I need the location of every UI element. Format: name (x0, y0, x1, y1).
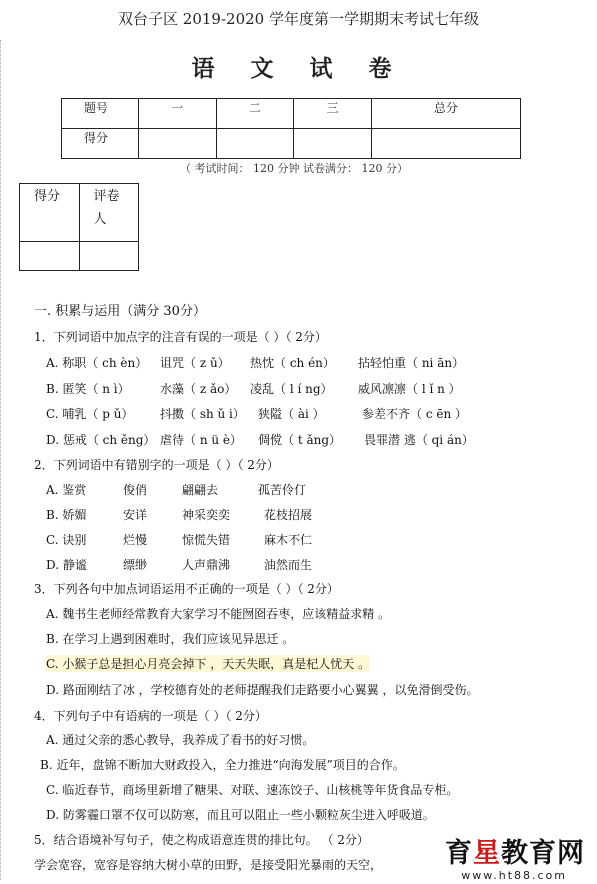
exam-header-title: 双台子区 2019-2020 学年度第一学期期末考试七年级 (118, 10, 479, 28)
score-table-header-cell: 题号 (62, 99, 139, 129)
binding-margin-line (0, 40, 2, 880)
q2-option-b-word1: B. 娇媚 (46, 508, 87, 522)
q1-option-d-word2: 虐待（ n ü è） (160, 433, 243, 447)
section-title: 一. 积累与运用（满分 30分） (34, 304, 206, 319)
question-1-stem: 1．下列词语中加点字的注音有误的一项是（ ）（ 2分） (34, 330, 327, 344)
watermark-part2: 教育网 (501, 838, 585, 869)
q1-option-c-word3: 狭隘（ ài ） (258, 407, 325, 421)
exam-subject-title: 语 文 试 卷 (191, 55, 406, 82)
q1-option-a-word2: 诅咒（ z ǔ） (160, 356, 230, 370)
q2-option-c-word1: C. 诀别 (46, 533, 87, 547)
question-2-stem: 2．下列词语中有错别字的一项是（ ）（ 2分） (34, 458, 279, 472)
q1-option-a-word4: 拈轻怕重（ ni ān） (358, 356, 465, 370)
q2-option-d-word2: 缥缈 (123, 558, 148, 572)
score-table-header-cell: 三 (294, 99, 372, 129)
q1-option-d-word1: D. 惩戒（ ch ěng） (46, 433, 156, 447)
score-table (61, 98, 521, 159)
watermark-url: www.ht88.com (461, 869, 567, 882)
q2-option-a-word2: 俊俏 (123, 483, 148, 497)
q2-option-a-word4: 孤苦伶仃 (258, 483, 307, 497)
q1-option-c-word4: 参差不齐（ c ēn ） (362, 407, 467, 421)
q1-option-a-word1: A. 称职（ ch èn） (46, 356, 148, 370)
q1-option-b-word2: 水藻（ z ǎo） (160, 382, 237, 396)
q2-option-d-word4: 油然而生 (264, 558, 313, 572)
grader-score-label: 得分 (20, 184, 80, 242)
exam-info: （ 考试时间： 120 分钟 试卷满分： 120 分） (180, 162, 408, 175)
q1-option-b-word1: B. 匿笑（ n ì） (46, 382, 130, 396)
question-5-stem: 5．结合语境补写句子，使之构成语意连贯的排比句。 （ 2分） (34, 833, 369, 847)
score-table-score-row (62, 129, 521, 159)
question-5-text: 学会宽容，宽容是容纳大树小草的田野，是接受阳光暴雨的天空， (34, 858, 383, 872)
q1-option-c-word1: C. 哺乳（ p ǔ） (46, 407, 134, 421)
grader-label-line2: 人 (93, 212, 107, 227)
q2-option-c-word4: 麻木不仁 (264, 533, 313, 547)
q1-option-d-word3: 倜傥（ t ǎng） (258, 433, 342, 447)
score-table-header-cell: 二 (216, 99, 294, 129)
watermark-part1: 育 (445, 838, 473, 869)
q3-option-d: D. 路面刚结了冰 ，学校德育处的老师提醒我们走路要小心翼翼 ，以免滑倒受伤。 (46, 683, 479, 697)
q2-option-c-word3: 惊慌失错 (182, 533, 231, 547)
score-table-header-cell: 一 (139, 99, 217, 129)
q2-option-d-word3: 人声鼎沸 (182, 558, 231, 572)
q3-option-a: A. 魏书生老师经常教育大家学习不能囫囵吞枣，应该精益求精 。 (46, 607, 391, 621)
score-cell[interactable] (139, 129, 217, 159)
score-cell[interactable] (294, 129, 372, 159)
q4-option-b: B. 近年，盘锦不断加大财政投入，全力推进“向海发展”项目的合作。 (40, 758, 405, 772)
q4-option-a: A. 通过父亲的悉心教导，我养成了看书的好习惯。 (46, 733, 315, 747)
q2-option-b-word4: 花枝招展 (264, 508, 313, 522)
q1-option-c-word2: 抖擞（ sh ǔ i） (160, 407, 245, 421)
q2-option-c-word2: 烂慢 (123, 533, 148, 547)
q2-option-a-word3: 翩翩去 (182, 483, 219, 497)
watermark-star-char: 星 (473, 838, 501, 869)
q2-option-d-word1: D. 静谧 (46, 558, 87, 572)
q1-option-a-word3: 热忱（ ch én） (250, 356, 335, 370)
grader-score-cell[interactable] (20, 242, 80, 271)
score-table-header-row (62, 99, 521, 129)
q3-option-b: B. 在学习上遇到困难时，我们应该见异思迁 。 (46, 632, 295, 646)
q4-option-d: D. 防雾霾口罩不仅可以防寒，而且可以阻止一些小颗粒灰尘进入呼吸道。 (46, 808, 435, 822)
grader-name-cell[interactable] (79, 242, 139, 271)
grader-table (19, 183, 139, 271)
q4-option-c: C. 临近春节，商场里新增了糖果、对联、速冻饺子、山核桃等年货食品专柜。 (46, 783, 459, 797)
score-cell[interactable] (371, 129, 520, 159)
grader-label-line1: 评卷 (93, 189, 120, 204)
q1-option-b-word3: 凌乱（ l í ng） (250, 382, 333, 396)
score-row-label: 得分 (62, 129, 139, 159)
q3-option-c: C. 小猴子总是担心月亮会掉下 ，天天失眠，真是杞人忧天 。 (46, 657, 371, 671)
q2-option-b-word3: 神采奕奕 (182, 508, 231, 522)
grader-name-label (79, 184, 139, 242)
question-4-stem: 4．下列句子中有语病的一项是（ ）（ 2分） (34, 709, 267, 723)
q1-option-d-word4: 畏罪潜 逃（ qi án） (364, 433, 474, 447)
q2-option-b-word2: 安详 (123, 508, 148, 522)
score-cell[interactable] (216, 129, 294, 159)
q2-option-a-word1: A. 鉴赏 (46, 483, 87, 497)
score-table-header-cell: 总分 (371, 99, 520, 129)
q1-option-b-word4: 威风凛凛（ l ǐ n ） (358, 382, 461, 396)
site-watermark-logo (445, 831, 585, 870)
question-3-stem: 3．下列各句中加点词语运用不正确的一项是（ ）（ 2分） (34, 582, 339, 596)
